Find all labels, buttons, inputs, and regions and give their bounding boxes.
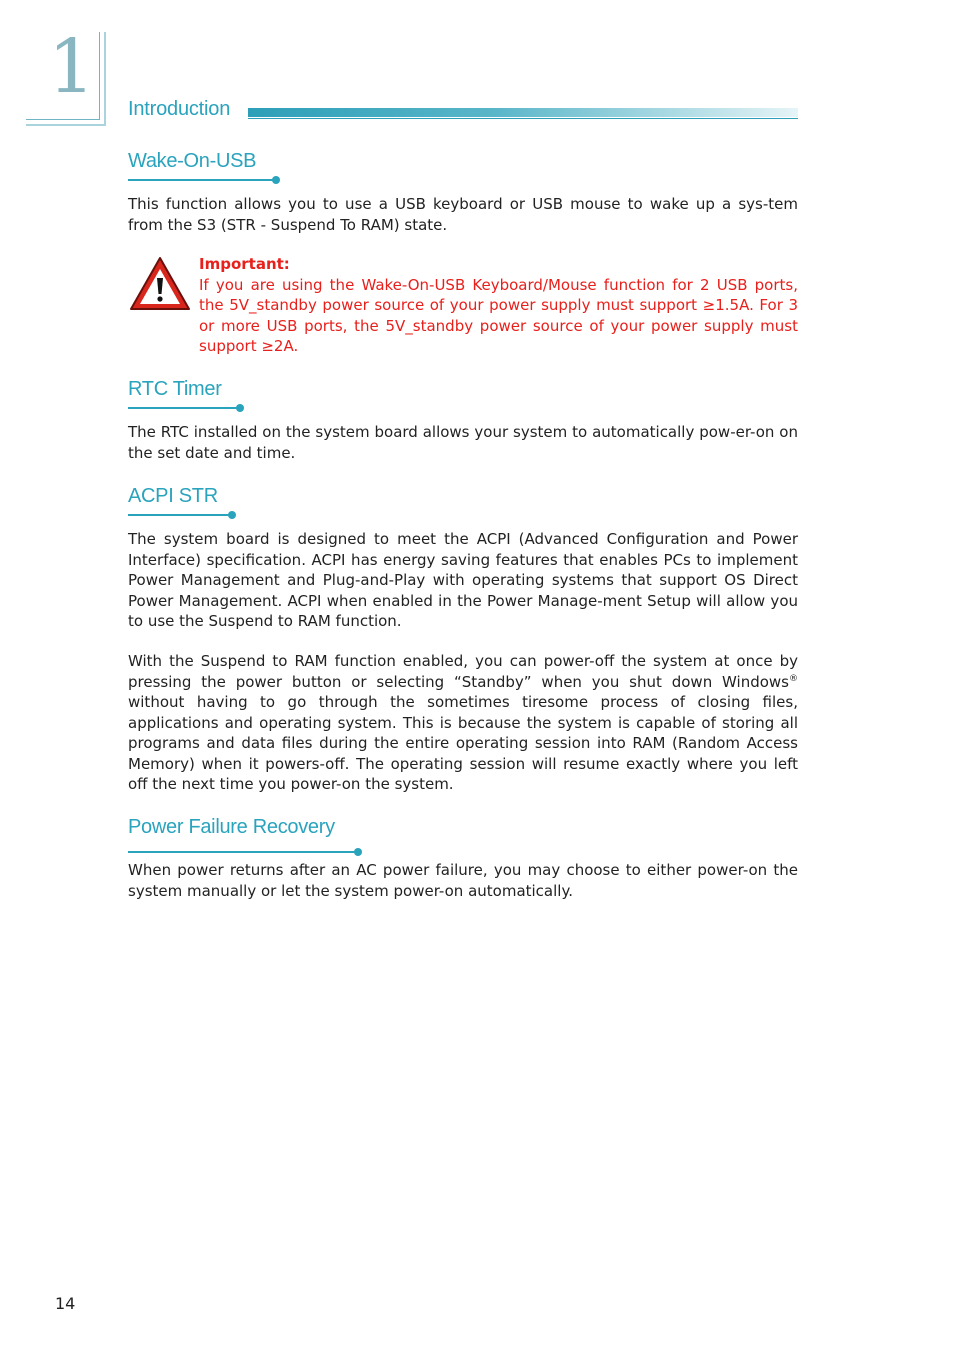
section-rule-acpi-str [128, 514, 232, 516]
paragraph-power-failure-recovery: When power returns after an AC power failure, you may choose to either power-on the system manually or let the system power-on automatically. [128, 861, 798, 900]
paragraph-acpi-str-2-part2: without having to go through the sometimes tiresome process of closing files, applications and operating system. This is because the system is capable of storing all programs and data files during the entire operating session into RAM (Random Access Memory) when it powers-off. The operating session will resume exactly where you left off the next time you power-on the system. [128, 693, 798, 793]
section-title-rtc-timer: RTC Timer [128, 378, 222, 400]
chapter-number: 1 [48, 24, 96, 110]
page-number: 14 [55, 1294, 76, 1313]
section-title-power-failure-recovery: Power Failure Recovery [128, 816, 335, 838]
paragraph-acpi-str-1: The system board is designed to meet the ACPI (Advanced Configuration and Power Interface) specification. ACPI has energy saving features that enables PCs to implement Power Management and Plug-and-Play with operating systems that support OS Direct Power Management. ACPI when enabled in the Power Manage-ment Setup will allow you to use the Suspend to RAM function. [128, 530, 798, 630]
paragraph-wake-on-usb: This function allows you to use a USB keyboard or USB mouse to wake up a sys-tem from the S3 (STR - Suspend To RAM) state. [128, 195, 798, 234]
section-rule-power-failure-recovery [128, 851, 358, 853]
registered-mark: ® [789, 673, 798, 684]
paragraph-rtc-timer: The RTC installed on the system board allows your system to automatically pow-er-on on the set date and time. [128, 423, 798, 462]
section-title-wake-on-usb: Wake-On-USB [128, 150, 257, 172]
section-title-acpi-str: ACPI STR [128, 485, 218, 507]
chapter-title-bar [248, 108, 798, 117]
important-label: Important: [199, 255, 290, 273]
warning-triangle-icon [129, 256, 191, 312]
paragraph-acpi-str-2-part1: With the Suspend to RAM function enabled, you can power-off the system at once by pressing the power button or selecting “Standby” when you shut down Windows [128, 652, 798, 691]
important-note [199, 254, 798, 357]
paragraph-acpi-str-2 [128, 651, 798, 795]
section-rule-rtc-timer [128, 407, 240, 409]
section-rule-wake-on-usb [128, 179, 276, 181]
chapter-title: Introduction [128, 98, 231, 120]
important-text: If you are using the Wake-On-USB Keyboard/Mouse function for 2 USB ports, the 5V_standby power source of your power supply must support ≥1.5A. For 3 or more USB ports, the 5V_standby power source of your power supply must support ≥2A. [199, 275, 798, 355]
